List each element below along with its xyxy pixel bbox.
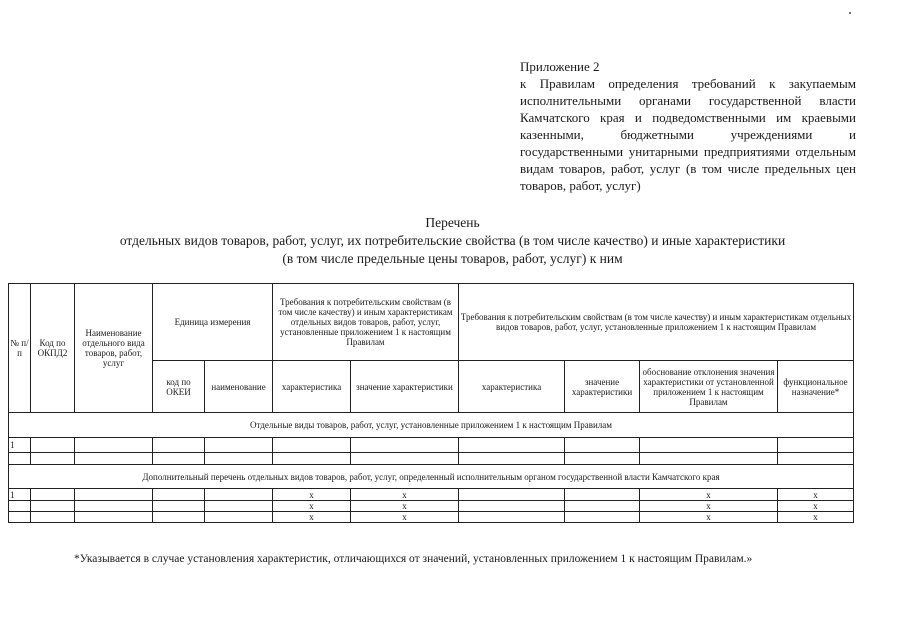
table-row — [9, 438, 854, 453]
cell-mark: x — [273, 512, 351, 523]
cell-mark: x — [351, 489, 459, 501]
header-num: № п/п — [9, 284, 31, 413]
cell-mark: x — [778, 512, 854, 523]
appendix-block — [520, 58, 856, 194]
footnote: *Указывается в случае установления характеристик, отличающихся от значений, установленных приложением 1 к настоящим Правилам.» — [74, 553, 753, 565]
header-req2: Требования к потребительским свойствам (в том числе качеству) и иным характеристикам отдельных видов товаров, работ, услуг, установленные приложением 1 к настоящим Правилам — [459, 284, 854, 361]
header-func: функциональное назначение* — [778, 361, 854, 413]
header-val1: значение характеристики — [351, 361, 459, 413]
cell-mark: x — [351, 501, 459, 512]
cell-mark: x — [640, 501, 778, 512]
header-val2: значение характеристики — [565, 361, 640, 413]
header-req1: Требования к потребительским свойствам (в том числе качеству) и иным характеристикам отдельных видов товаров, работ, услуг, установленные приложением 1 к настоящим Правилам — [273, 284, 459, 361]
row-number: 1 — [9, 489, 31, 501]
table-row — [9, 489, 854, 501]
cell-mark: x — [273, 501, 351, 512]
cell-mark: x — [640, 489, 778, 501]
header-unit: Единица измерения — [153, 284, 273, 361]
cell-mark: x — [640, 512, 778, 523]
cell-mark: x — [273, 489, 351, 501]
header-char1: характеристика — [273, 361, 351, 413]
appendix-title: Приложение 2 — [520, 59, 600, 74]
row-number: 1 — [9, 438, 31, 453]
header-justify: обоснование отклонения значения характеристики от установленной приложением 1 к настоящим Правилам — [640, 361, 778, 413]
appendix-text: к Правилам определения требований к закупаемым исполнительными органами государственной власти Камчатского края и подведомственными им краевыми казенными, бюджетными учреждениями и государственными унитарными предприятиями отдельным видам товаров, работ, услуг (в том числе предельных цен товаров, работ, услуг) — [520, 76, 856, 193]
header-okei: код по ОКЕИ — [153, 361, 205, 413]
section-1-label: Отдельные виды товаров, работ, услуг, установленные приложением 1 к настоящим Правилам — [9, 413, 854, 438]
section-row-1 — [9, 413, 854, 438]
header-char2: характеристика — [459, 361, 565, 413]
cell-mark: x — [778, 501, 854, 512]
cell-mark: x — [351, 512, 459, 523]
section-2-label: Дополнительный перечень отдельных видов товаров, работ, услуг, определенный исполнительным органом государственной власти Камчатского края — [9, 465, 854, 489]
section-row-2 — [9, 465, 854, 489]
table-row — [9, 501, 854, 512]
requirements-table — [8, 283, 854, 523]
header-unit-name: наименование — [205, 361, 273, 413]
header-okpd: Код по ОКПД2 — [31, 284, 75, 413]
table-row — [9, 512, 854, 523]
table-header-row-1 — [9, 284, 854, 361]
document-subtitle-2: (в том числе предельные цены товаров, работ, услуг) к ним — [282, 251, 623, 266]
cell-mark: x — [778, 489, 854, 501]
scan-speck — [849, 12, 851, 14]
table-row — [9, 453, 854, 465]
document-title: Перечень — [425, 215, 480, 230]
header-name: Наименование отдельного вида товаров, работ, услуг — [75, 284, 153, 413]
document-subtitle-1: отдельных видов товаров, работ, услуг, их потребительские свойства (в том числе качество) и иные характеристики — [119, 233, 786, 248]
